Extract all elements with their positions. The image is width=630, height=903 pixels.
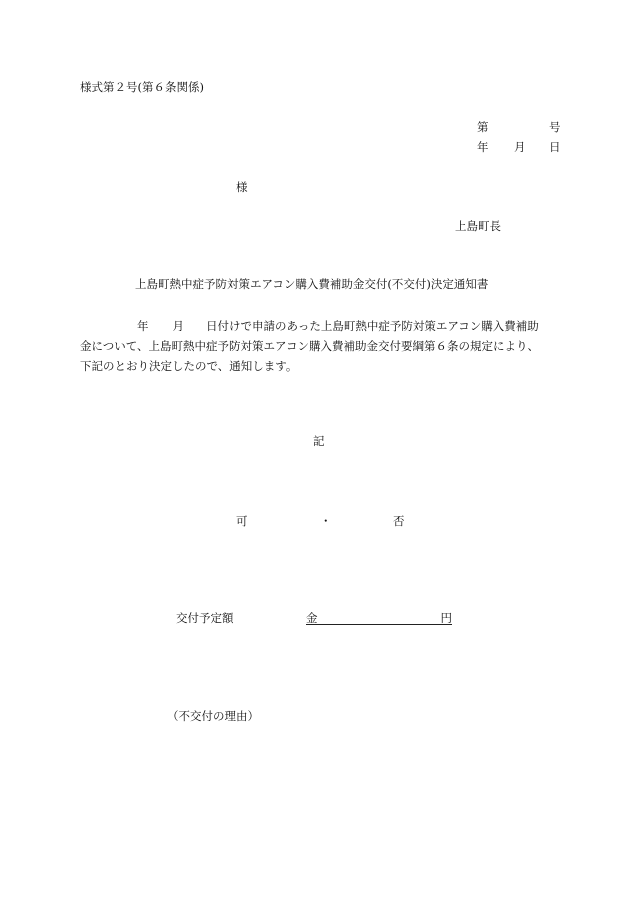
- amount-unit: 円: [440, 611, 452, 625]
- amount-prefix: 金: [306, 611, 318, 625]
- body-line-1-text: 日付けで申請のあった上島町熱中症予防対策エアコン購入費補助: [206, 319, 539, 333]
- decision-reject: 否: [393, 514, 405, 528]
- body-month: 月: [172, 319, 184, 333]
- body-year: 年: [137, 319, 149, 333]
- document-number-prefix: 第: [477, 120, 489, 134]
- body-line-3: 下記のとおり決定したので、通知します。: [80, 359, 298, 373]
- body-line-1: [80, 316, 570, 336]
- decision-approve: 可: [236, 514, 248, 528]
- document-number-suffix: 号: [549, 120, 561, 134]
- ki-heading: 記: [313, 434, 325, 448]
- amount-field: [306, 609, 452, 625]
- form-number: 様式第２号(第６条関係): [80, 80, 204, 94]
- reason-label: （不交付の理由）: [167, 709, 259, 723]
- body-line-2: 金について、上島町熱中症予防対策エアコン購入費補助金交付要綱第６条の規定により、: [80, 339, 539, 353]
- date-month: 月: [514, 140, 526, 154]
- notice-body: [80, 316, 570, 376]
- issuer: 上島町長: [455, 219, 501, 233]
- addressee-suffix: 様: [236, 180, 248, 194]
- decision-separator: ・: [320, 514, 332, 528]
- document-title: 上島町熱中症予防対策エアコン購入費補助金交付(不交付)決定通知書: [135, 277, 489, 291]
- date-day: 日: [549, 140, 561, 154]
- amount-label: 交付予定額: [176, 611, 234, 625]
- date-year: 年: [477, 140, 489, 154]
